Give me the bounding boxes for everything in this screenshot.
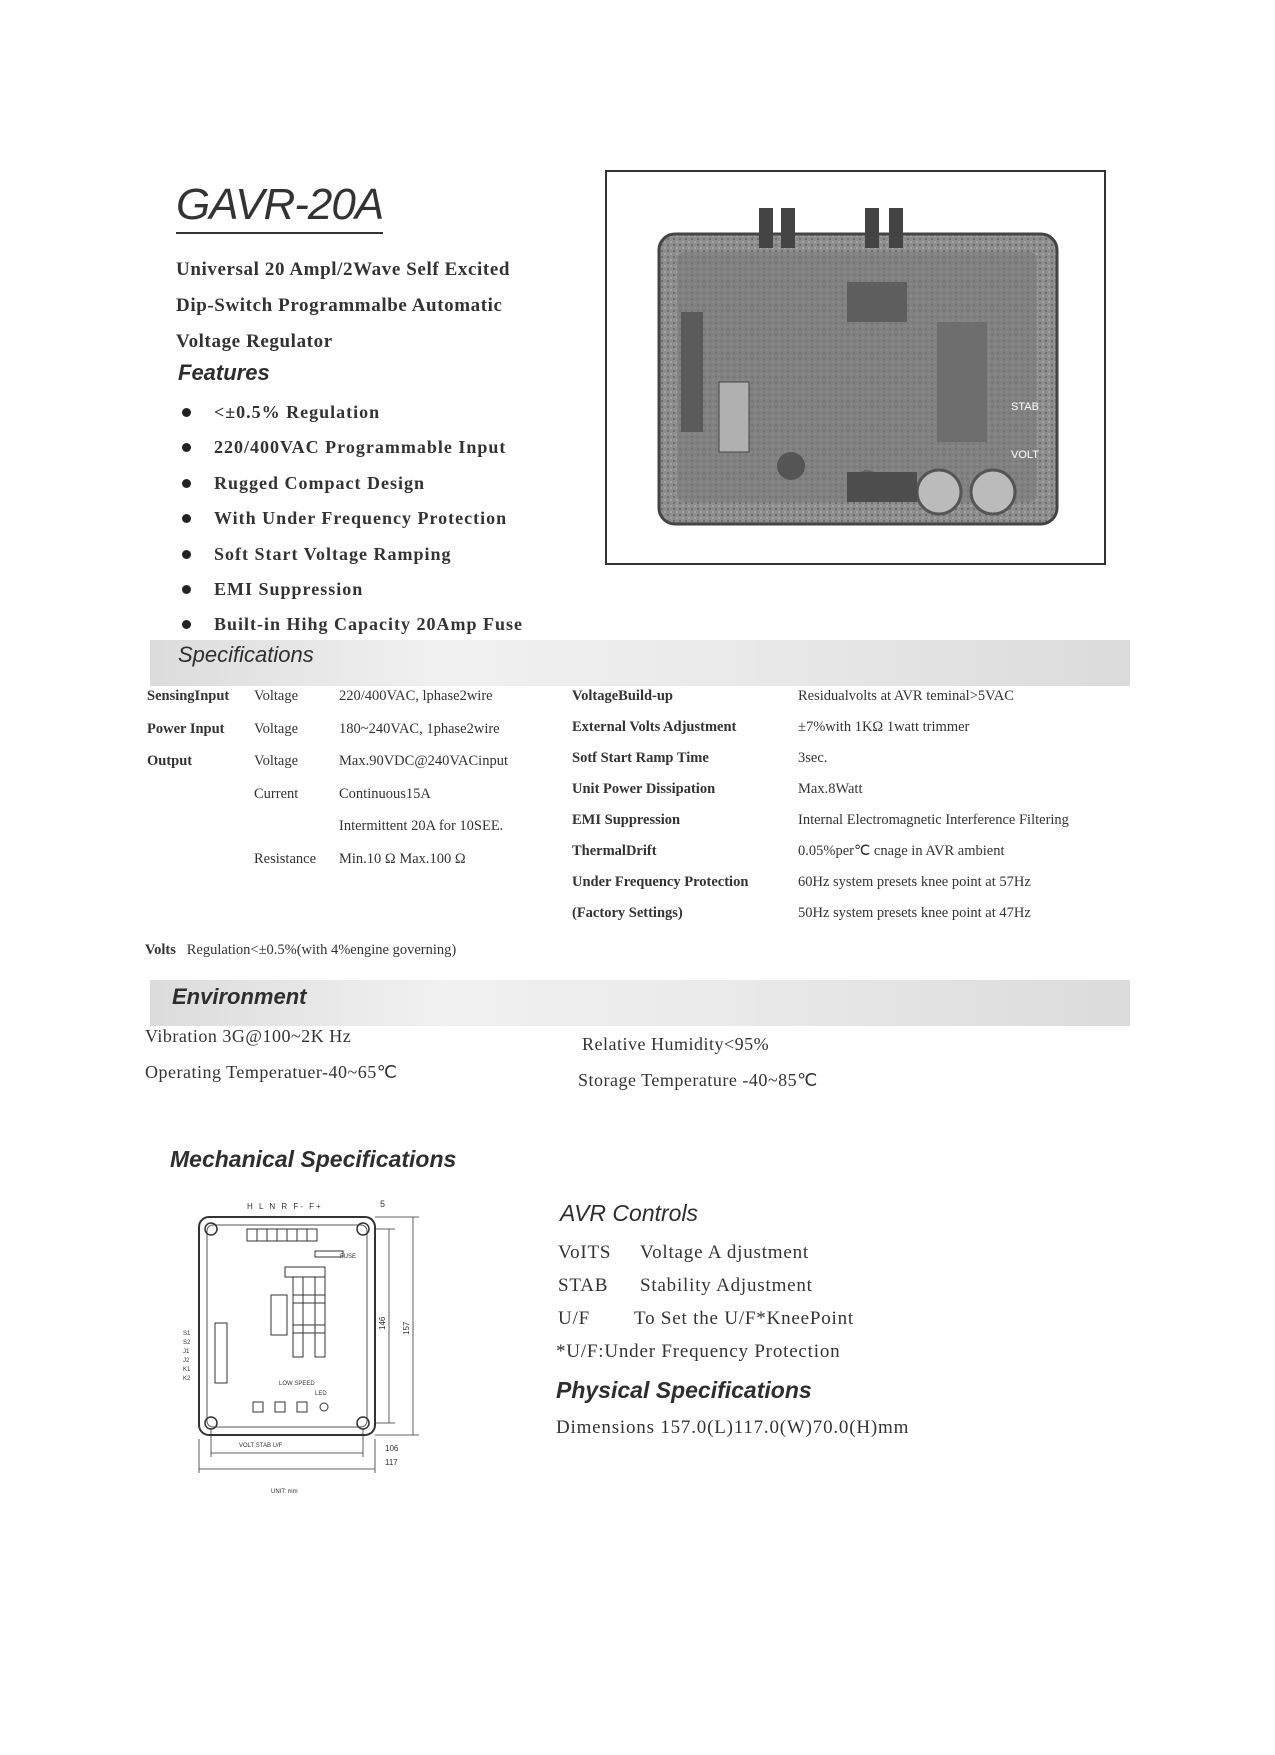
spec-sub: Voltage: [254, 753, 299, 769]
table-row: [572, 874, 1132, 905]
led-label: LED: [315, 1391, 327, 1397]
environment-heading: Environment: [172, 984, 307, 1009]
product-title: GAVR-20A: [176, 180, 383, 234]
regulation-text: Regulation<±0.5%(with 4%engine governing): [186, 942, 457, 958]
spec-value: Max.90VDC@240VACinput: [339, 753, 508, 769]
dim-hole: 5: [380, 1199, 386, 1209]
spec-label: Under Frequency Protection: [572, 874, 749, 890]
spec-label: ThermalDrift: [572, 843, 657, 859]
physical-heading: Physical Specifications: [556, 1377, 812, 1403]
spec-label: VoltageBuild-up: [572, 688, 673, 704]
spec-label: SensingInput: [147, 688, 230, 704]
subtitle-line: Universal 20 Ampl/2Wave Self Excited: [176, 259, 511, 280]
table-row: [572, 781, 1132, 812]
spec-label: EMI Suppression: [572, 812, 681, 828]
table-row: [572, 905, 1132, 936]
spec-value: Min.10 Ω Max.100 Ω: [339, 850, 466, 867]
spec-label: (Factory Settings): [572, 905, 683, 921]
specifications-heading: Specifications: [178, 642, 314, 667]
side-label: K2: [183, 1376, 191, 1382]
list-item: With Under Frequency Protection: [178, 501, 523, 536]
spec-value: Internal Electromagnetic Interference Filtering: [798, 812, 1069, 828]
spec-label: Unit Power Dissipation: [572, 781, 716, 797]
spec-sub: Current: [254, 785, 299, 802]
spec-value: 50Hz system presets knee point at 47Hz: [798, 905, 1031, 921]
spec-value: 0.05%per℃ cnage in AVR ambient: [798, 843, 1005, 859]
table-row: [572, 843, 1132, 874]
list-item: <±0.5% Regulation: [178, 395, 523, 430]
mechanical-heading: Mechanical Specifications: [170, 1146, 457, 1172]
svg-text:STAB: STAB: [1011, 401, 1039, 413]
uf-note: *U/F:Under Frequency Protection: [556, 1341, 841, 1362]
spec-label: Output: [147, 753, 193, 769]
spec-table-right: [572, 688, 1132, 936]
subtitle-line: Voltage Regulator: [176, 331, 333, 352]
env-storage-temp: Storage Temperature -40~85℃: [578, 1070, 818, 1090]
unit-label: UNIT: mm: [271, 1489, 298, 1495]
spec-value: Intermittent 20A for 10SEE.: [339, 818, 504, 834]
spec-value: Residualvolts at AVR teminal>5VAC: [798, 688, 1014, 704]
control-key: U/F: [558, 1308, 590, 1329]
avr-control-row: [558, 1275, 813, 1297]
control-key: STAB: [558, 1275, 609, 1296]
env-operating-temp: Operating Temperatuer-40~65℃: [145, 1062, 398, 1082]
volts-regulation: [145, 942, 456, 959]
physical-dimensions: Dimensions 157.0(L)117.0(W)70.0(H)mm: [556, 1417, 910, 1438]
list-item: Soft Start Voltage Ramping: [178, 537, 523, 572]
spec-label: Sotf Start Ramp Time: [572, 750, 709, 766]
dim-157: 157: [402, 1321, 411, 1335]
side-label: S2: [183, 1340, 191, 1346]
env-humidity: Relative Humidity<95%: [582, 1034, 770, 1054]
spec-sub: Voltage: [254, 720, 299, 737]
table-row: [147, 721, 567, 754]
spec-value: 180~240VAC, 1phase2wire: [339, 720, 500, 737]
list-item: Rugged Compact Design: [178, 466, 523, 501]
spec-value: 220/400VAC, lphase2wire: [339, 688, 493, 704]
table-row: [572, 719, 1132, 750]
control-value: To Set the U/F*KneePoint: [634, 1308, 854, 1329]
avr-control-row: [558, 1242, 809, 1264]
mechanical-drawing: [175, 1195, 445, 1515]
dim-117: 117: [385, 1458, 398, 1467]
spec-value: Max.8Watt: [798, 781, 863, 797]
subtitle-line: Dip-Switch Programmalbe Automatic: [176, 295, 503, 316]
top-terminals-label: H L N R F- F+: [247, 1202, 323, 1211]
spec-sub: Voltage: [254, 688, 299, 704]
control-value: Stability Adjustment: [640, 1275, 813, 1296]
list-item: 220/400VAC Programmable Input: [178, 430, 523, 465]
table-row: [572, 812, 1132, 843]
list-item: EMI Suppression: [178, 572, 523, 607]
spec-value: Continuous15A: [339, 785, 431, 802]
spec-sub: Resistance: [254, 850, 317, 867]
env-vibration: Vibration 3G@100~2K Hz: [145, 1026, 352, 1046]
side-label: J1: [183, 1349, 190, 1355]
avr-controls-heading: AVR Controls: [560, 1200, 699, 1226]
table-row: [572, 750, 1132, 781]
avr-control-row: [558, 1308, 854, 1330]
product-photo-frame: [605, 170, 1106, 565]
avr-board-photo: [607, 172, 1104, 563]
features-list: [178, 395, 523, 643]
spec-value: 3sec.: [798, 750, 828, 766]
spec-table-left: [147, 688, 567, 883]
svg-text:VOLT: VOLT: [1011, 449, 1039, 461]
regulation-label: Volts: [145, 942, 176, 958]
side-label: S1: [183, 1331, 191, 1337]
control-value: Voltage A djustment: [640, 1242, 809, 1263]
table-row: [147, 818, 567, 851]
side-label: K1: [183, 1367, 191, 1373]
table-row: [147, 688, 567, 721]
table-row: [147, 851, 567, 884]
spec-value: ±7%with 1KΩ 1watt trimmer: [798, 719, 970, 735]
spec-value: 60Hz system presets knee point at 57Hz: [798, 874, 1031, 890]
table-row: [572, 688, 1132, 719]
spec-label: Power Input: [147, 720, 225, 737]
table-row: [147, 786, 567, 819]
control-key: VoITS: [558, 1242, 612, 1263]
table-row: [147, 753, 567, 786]
features-heading: Features: [178, 360, 270, 385]
list-item: Built-in Hihg Capacity 20Amp Fuse: [178, 607, 523, 642]
spec-label: External Volts Adjustment: [572, 719, 737, 735]
bottom-controls-label: VOLT STAB U/F: [239, 1443, 283, 1449]
product-subtitle: [176, 252, 510, 360]
low-speed-label: LOW SPEED: [279, 1381, 315, 1387]
fuse-label: FUSE: [340, 1254, 357, 1260]
side-label: J2: [183, 1358, 190, 1364]
dim-106: 106: [385, 1444, 399, 1453]
dim-146: 146: [378, 1316, 387, 1330]
